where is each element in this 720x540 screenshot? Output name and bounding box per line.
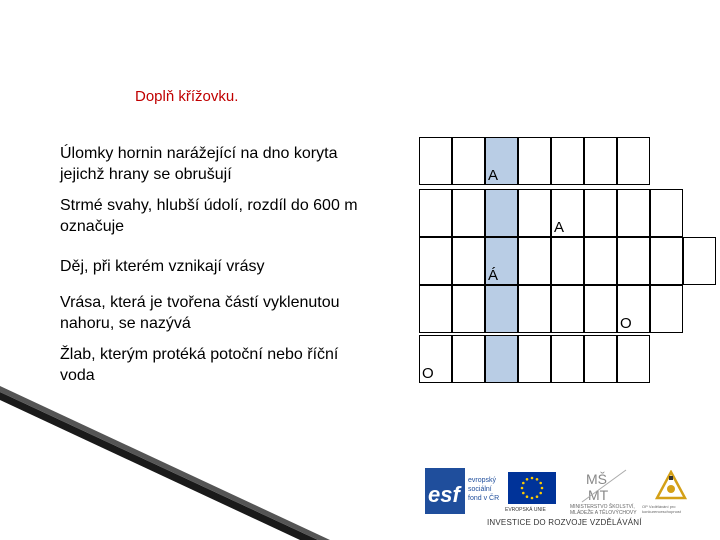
clue-2-line-2: označuje bbox=[60, 218, 125, 235]
crossword-letter: O bbox=[422, 365, 434, 382]
esf-text-3: fond v ČR bbox=[468, 495, 500, 502]
eu-text: EVROPSKÁ UNIE bbox=[505, 507, 546, 513]
footer-logos bbox=[425, 468, 715, 538]
clue-3-line-1: Děj, při kterém vznikají vrásy bbox=[60, 258, 265, 275]
svg-text:MT: MT bbox=[588, 487, 609, 503]
clue-1-line-1: Úlomky hornin narážející na dno koryta bbox=[60, 145, 338, 162]
page-title: Doplň křížovku. bbox=[135, 88, 239, 105]
clue-5-line-1: Žlab, kterým protéká potoční nebo říční bbox=[60, 346, 339, 363]
op-vk-text: OP Vzdělávání pro konkurenceschopnost bbox=[642, 504, 681, 514]
crossword-letter: Á bbox=[488, 267, 499, 284]
esf-text-1: evropský bbox=[468, 477, 497, 484]
esf-logo bbox=[425, 468, 503, 514]
clue-5-line-2: voda bbox=[60, 367, 95, 384]
crossword-letter: A bbox=[554, 219, 565, 236]
eu-flag-logo bbox=[508, 472, 556, 504]
crossword-letter: A bbox=[488, 167, 499, 184]
invest-slogan: INVESTICE DO ROZVOJE VZDĚLÁVÁNÍ bbox=[487, 518, 642, 527]
msmt-text: MINISTERSTVO ŠKOLSTVÍ, MLÁDEŽE A TĚLOVÝCHOVY bbox=[570, 504, 637, 516]
clue-1-line-2: jejichž hrany se obrušují bbox=[60, 166, 232, 183]
msmt-logo bbox=[580, 468, 628, 504]
esf-text-2: sociální bbox=[468, 486, 492, 493]
op-vk-logo bbox=[655, 470, 687, 502]
crossword-letter: O bbox=[620, 315, 632, 332]
svg-text:MŠ: MŠ bbox=[586, 471, 607, 487]
svg-text:esf: esf bbox=[428, 482, 460, 507]
clue-4-line-1: Vrása, která je tvořena částí vyklenutou bbox=[60, 294, 340, 311]
clue-4-line-2: nahoru, se nazývá bbox=[60, 315, 191, 332]
clue-2-line-1: Strmé svahy, hlubší údolí, rozdíl do 600 m bbox=[60, 197, 358, 214]
